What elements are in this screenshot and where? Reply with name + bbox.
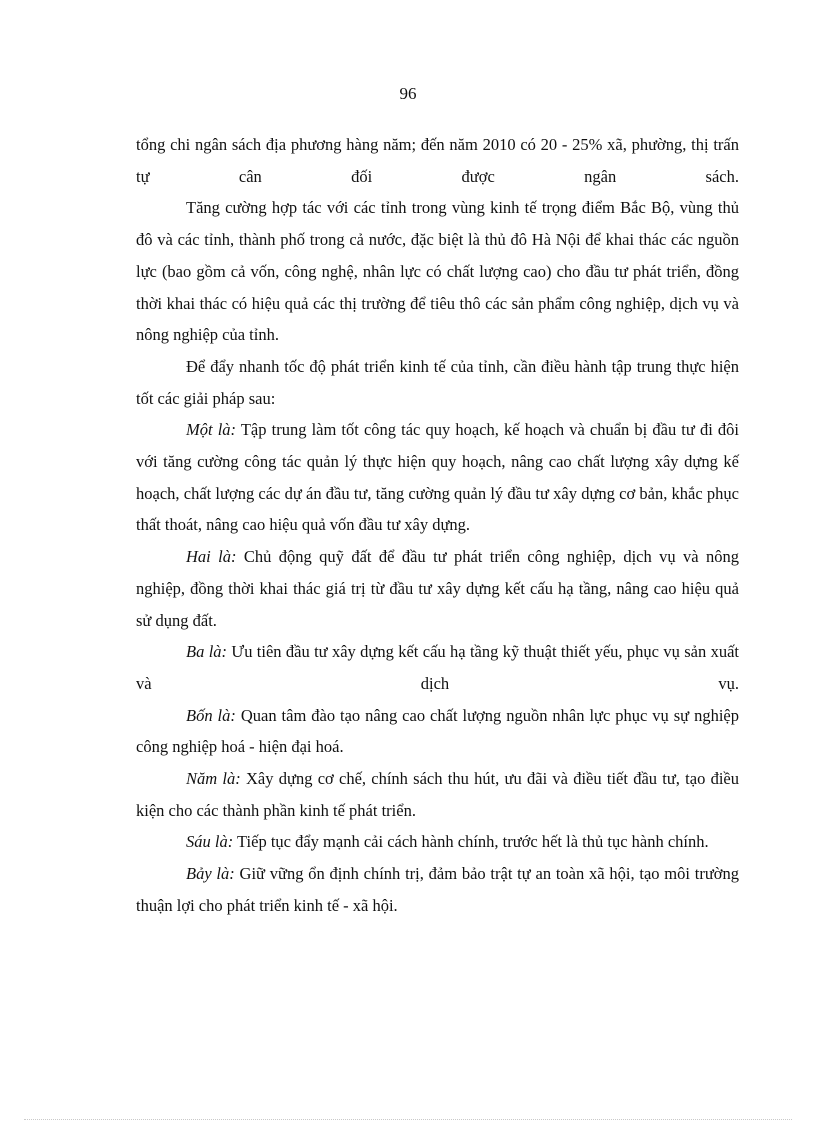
page-bottom-divider [24, 1119, 792, 1120]
paragraph-text: Chủ động quỹ đất để đầu tư phát triển công nghiệp, dịch vụ và nông nghiệp, đồng thời khai thác giá trị từ đầu tư xây dựng kết cấu hạ tầng, nâng cao hiệu quả sử dụng đất. [136, 547, 739, 630]
body-text [136, 129, 739, 922]
paragraph-text: tổng chi ngân sách địa phương hàng năm; đến năm 2010 có 20 - 25% xã, phường, thị trấn tự cân đối được ngân sách. [136, 135, 739, 186]
paragraph [136, 636, 739, 699]
paragraph-lead: Một là: [186, 420, 237, 440]
paragraph [136, 858, 739, 921]
paragraph-lead: Hai là: [186, 547, 237, 567]
paragraph-text: Quan tâm đào tạo nâng cao chất lượng nguồn nhân lực phục vụ sự nghiệp công nghiệp hoá - hiện đại hoá. [136, 705, 739, 757]
page-number: 96 [399, 84, 417, 103]
paragraph [136, 763, 739, 826]
paragraph-text: Ưu tiên đầu tư xây dựng kết cấu hạ tầng kỹ thuật thiết yếu, phục vụ sản xuất và dịch vụ. [136, 642, 739, 693]
paragraph-lead: Sáu là: [186, 832, 234, 852]
paragraph [136, 700, 739, 763]
paragraph-lead: Ba là: [186, 642, 228, 662]
paragraph-text: Xây dựng cơ chế, chính sách thu hút, ưu đãi và điều tiết đầu tư, tạo điều kiện cho các thành phần kinh tế phát triển. [136, 769, 740, 820]
paragraph-lead: Bảy là: [186, 864, 235, 884]
paragraph [136, 129, 739, 192]
paragraph-lead: Năm là: [186, 769, 241, 789]
paragraph [136, 826, 739, 858]
paragraph-text: Tập trung làm tốt công tác quy hoạch, kế hoạch và chuẩn bị đầu tư đi đôi với tăng cường công tác quản lý thực hiện quy hoạch, nâng cao chất lượng xây dựng kế hoạch, chất lượng các dự án đầu tư, tăng cường quản lý đầu tư xây dựng cơ bản, khắc phục thất thoát, nâng cao hiệu quả vốn đầu tư xây dựng. [136, 420, 739, 535]
paragraph-text: Tăng cường hợp tác với các tỉnh trong vùng kinh tế trọng điểm Bắc Bộ, vùng thủ đô và các tỉnh, thành phố trong cả nước, đặc biệt là thủ đô Hà Nội để khai thác các nguồn lực (bao gồm cả vốn, công nghệ, nhân lực có chất lượng cao) cho đầu tư phát triển, đồng thời khai thác có hiệu quả các thị trường để tiêu thô các sản phẩm công nghiệp, dịch vụ và nông nghiệp của tỉnh. [136, 198, 739, 345]
paragraph-lead: Bốn là: [186, 705, 236, 725]
paragraph [136, 414, 739, 541]
paragraph-text: Tiếp tục đẩy mạnh cải cách hành chính, trước hết là thủ tục hành chính. [233, 832, 709, 852]
paragraph [136, 192, 739, 351]
paragraph-text: Giữ vững ổn định chính trị, đảm bảo trật tự an toàn xã hội, tạo môi trường thuận lợi cho phát triển kinh tế - xã hội. [136, 864, 740, 915]
paragraph-text: Để đẩy nhanh tốc độ phát triển kinh tế của tỉnh, cần điều hành tập trung thực hiện tốt các giải pháp sau: [136, 356, 739, 408]
paragraph [136, 541, 739, 636]
paragraph [136, 351, 739, 414]
